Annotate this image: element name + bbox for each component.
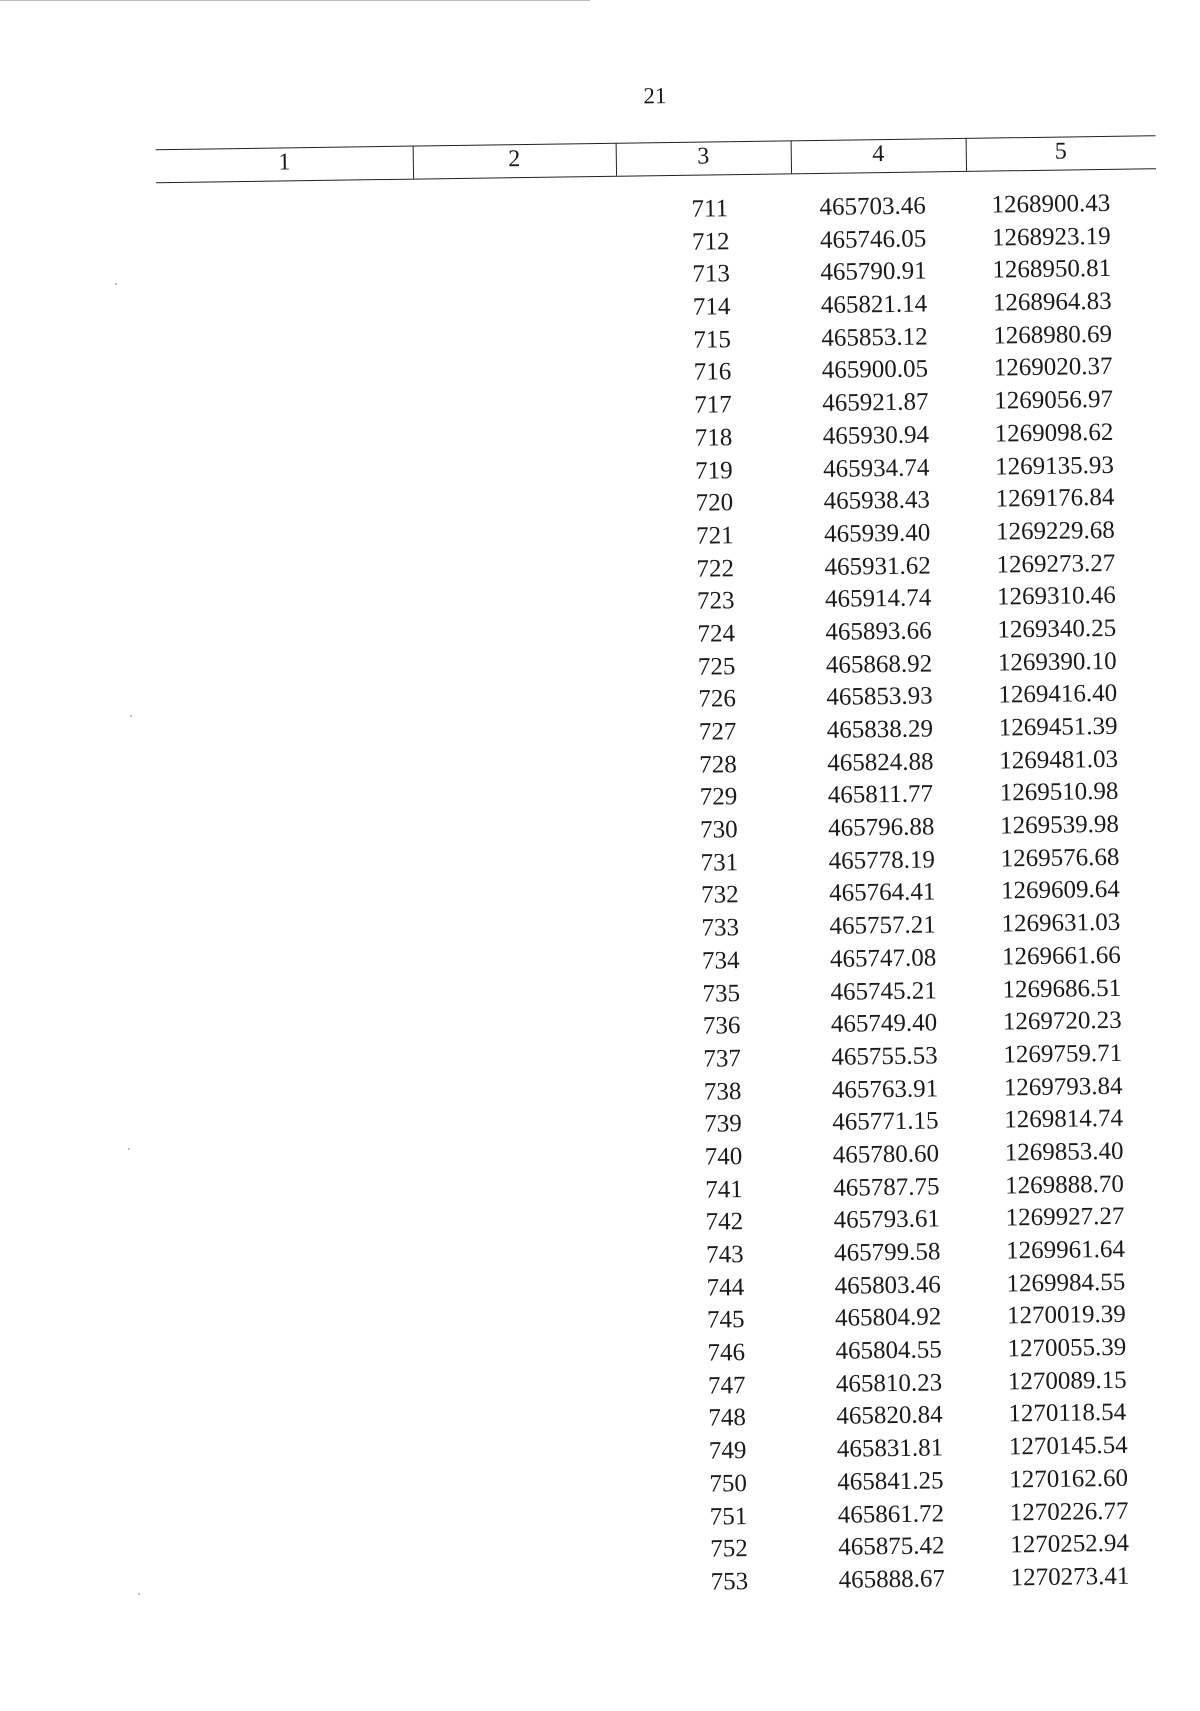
x-coordinate: 465853.12 [821,323,928,352]
point-number: 711 [691,195,729,223]
y-coordinate: 1269481.03 [999,745,1119,775]
point-number: 725 [697,652,736,681]
y-coordinate: 1269984.55 [1006,1268,1126,1298]
column-header-1: 1 [278,149,291,176]
x-coordinate: 465900.05 [821,355,929,385]
x-coordinate: 465803.46 [834,1271,942,1300]
y-coordinate: 1270252.94 [1010,1529,1130,1559]
x-coordinate: 465745.21 [830,976,937,1006]
point-number: 728 [699,750,737,779]
y-coordinate: 1269927.27 [1005,1203,1125,1232]
y-coordinate: 1269539.98 [999,810,1120,840]
x-coordinate: 465868.92 [825,650,933,679]
y-coordinate: 1270145.54 [1008,1431,1128,1461]
point-number: 737 [703,1045,742,1073]
x-coordinate: 465841.25 [837,1467,944,1496]
y-coordinate: 1269176.84 [995,484,1115,513]
point-number: 713 [692,260,731,289]
x-coordinate: 465764.41 [828,878,936,908]
y-coordinate: 1268923.19 [991,222,1111,252]
x-coordinate: 465749.40 [830,1009,938,1039]
y-coordinate: 1268950.81 [992,255,1112,284]
y-coordinate: 1269720.23 [1002,1006,1122,1036]
x-coordinate: 465939.40 [823,519,931,548]
x-coordinate: 465804.55 [835,1336,942,1365]
y-coordinate: 1269961.64 [1005,1235,1126,1265]
x-coordinate: 465931.62 [824,551,931,581]
point-number: 732 [700,881,739,910]
y-coordinate: 1269814.74 [1004,1105,1124,1134]
point-number: 723 [696,587,735,615]
x-coordinate: 465930.94 [822,421,930,450]
point-number: 733 [701,914,740,942]
point-number: 743 [705,1241,744,1269]
y-coordinate: 1269416.40 [998,680,1118,709]
x-coordinate: 465778.19 [828,846,936,875]
x-coordinate: 465799.58 [833,1238,941,1267]
x-coordinate: 465796.88 [828,813,935,842]
point-number: 722 [696,554,735,583]
x-coordinate: 465793.61 [833,1205,941,1235]
y-coordinate: 1269056.97 [994,385,1114,415]
x-coordinate: 465746.05 [819,225,927,254]
coordinate-table-body [1,187,1200,1609]
y-coordinate: 1269793.84 [1003,1072,1123,1102]
y-coordinate: 1269631.03 [1001,908,1121,938]
x-coordinate: 465861.72 [837,1499,945,1529]
x-coordinate: 465787.75 [833,1172,940,1202]
x-coordinate: 465888.67 [838,1565,946,1594]
x-coordinate: 465893.66 [825,617,932,646]
y-coordinate: 1270089.15 [1007,1366,1127,1396]
x-coordinate: 465804.92 [834,1303,942,1333]
y-coordinate: 1269135.93 [994,451,1115,481]
y-coordinate: 1268980.69 [993,320,1113,350]
x-coordinate: 465810.23 [835,1369,943,1398]
x-coordinate: 465820.84 [836,1401,943,1431]
x-coordinate: 465771.15 [832,1107,939,1137]
point-number: 736 [702,1012,741,1040]
y-coordinate: 1269340.25 [997,614,1117,644]
point-number: 714 [692,293,731,321]
point-number: 749 [708,1437,747,1465]
y-coordinate: 1270226.77 [1009,1497,1129,1526]
y-coordinate: 1269451.39 [998,712,1118,742]
y-coordinate: 1269098.62 [994,418,1114,448]
x-coordinate: 465757.21 [829,911,936,940]
x-coordinate: 465938.43 [823,486,931,516]
page-number: 21 [643,83,667,109]
y-coordinate: 1269229.68 [995,516,1115,546]
y-coordinate: 1269510.98 [999,778,1119,807]
x-coordinate: 465703.46 [819,192,926,221]
y-coordinate: 1270162.60 [1009,1464,1129,1494]
x-coordinate: 465875.42 [838,1532,945,1562]
point-number: 731 [700,848,739,877]
x-coordinate: 465838.29 [826,715,934,744]
point-number: 747 [707,1371,746,1400]
point-number: 724 [697,620,736,648]
point-number: 719 [694,456,733,485]
y-coordinate: 1268900.43 [991,189,1111,219]
scan-speck [138,1593,140,1595]
column-header-3: 3 [697,143,710,170]
x-coordinate: 465934.74 [822,453,930,483]
x-coordinate: 465921.87 [822,388,929,418]
point-number: 720 [695,489,734,517]
y-coordinate: 1270118.54 [1008,1399,1127,1428]
x-coordinate: 465821.14 [820,290,928,319]
y-coordinate: 1269273.27 [996,549,1116,579]
scan-speck [130,715,132,717]
column-header-4: 4 [872,141,885,168]
x-coordinate: 465755.53 [831,1042,938,1071]
y-coordinate: 1269759.71 [1003,1039,1123,1069]
point-number: 734 [701,946,740,975]
y-coordinate: 1269609.64 [1000,876,1121,905]
x-coordinate: 465811.77 [827,780,934,810]
scan-speck [128,1148,130,1150]
y-coordinate: 1269310.46 [996,582,1116,611]
point-number: 753 [710,1567,749,1596]
x-coordinate: 465914.74 [824,584,932,614]
point-number: 730 [700,816,738,844]
point-number: 716 [693,358,732,387]
x-coordinate: 465747.08 [829,944,937,973]
point-number: 751 [709,1502,748,1531]
point-number: 741 [705,1175,743,1204]
column-header-2: 2 [508,146,521,173]
point-number: 717 [694,391,732,419]
y-coordinate: 1269576.68 [1000,843,1120,873]
point-number: 715 [693,325,732,354]
point-number: 729 [699,783,738,812]
x-coordinate: 465853.93 [826,682,933,712]
point-number: 750 [709,1469,748,1498]
y-coordinate: 1270055.39 [1007,1333,1127,1363]
x-coordinate: 465831.81 [836,1434,944,1463]
point-number: 740 [704,1143,743,1171]
point-number: 739 [704,1110,742,1138]
point-number: 721 [695,522,734,550]
y-coordinate: 1269686.51 [1002,974,1122,1003]
y-coordinate: 1268964.83 [992,287,1112,317]
point-number: 712 [691,227,730,256]
x-coordinate: 465824.88 [827,748,934,777]
point-number: 752 [710,1535,748,1563]
point-number: 744 [706,1273,745,1302]
point-number: 735 [702,979,741,1008]
point-number: 738 [703,1077,742,1106]
point-number: 748 [708,1404,747,1433]
point-number: 718 [694,424,733,452]
x-coordinate: 465780.60 [832,1140,940,1169]
y-coordinate: 1270273.41 [1010,1562,1130,1592]
x-coordinate: 465763.91 [831,1074,939,1104]
point-number: 746 [707,1339,746,1367]
column-header-5: 5 [1054,138,1067,165]
point-number: 726 [698,685,737,713]
point-number: 745 [706,1306,745,1334]
y-coordinate: 1270019.39 [1006,1301,1126,1330]
y-coordinate: 1269888.70 [1005,1170,1125,1200]
y-coordinate: 1269020.37 [993,353,1113,382]
y-coordinate: 1269390.10 [997,647,1117,677]
scan-speck [115,283,117,285]
x-coordinate: 465790.91 [820,257,927,287]
point-number: 727 [698,718,737,746]
y-coordinate: 1269853.40 [1004,1137,1124,1167]
point-number: 742 [705,1208,744,1236]
y-coordinate: 1269661.66 [1001,941,1121,971]
